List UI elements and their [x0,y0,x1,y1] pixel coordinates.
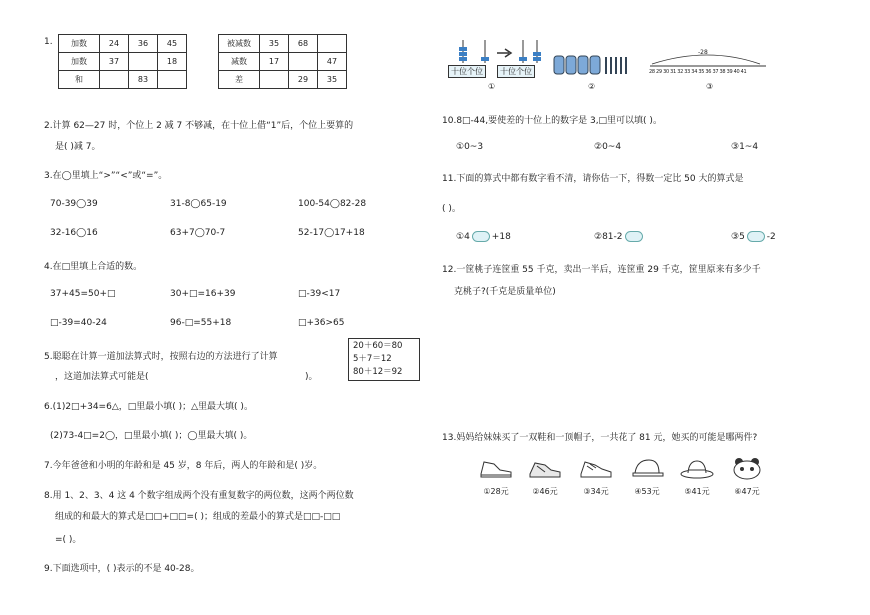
q4-item: □-39<17 [298,289,341,299]
q4-item: □-39=40-24 [50,318,107,328]
q8-line1: 8.用 1、2、3、4 这 4 个数字组成两个没有重复数字的两位数，这两个两位数 [44,491,354,501]
q10-text: 10.8□-44,要使差的十位上的数字是 3,□里可以填( )。 [442,116,662,126]
cloud-icon [747,231,765,242]
q10-option: ②0~4 [594,142,622,152]
q4-item: 37+45=50+□ [50,289,116,299]
q11-option: ②81-2 [594,231,645,242]
q6-line2: (2)73-4□=2◯，□里最小填( )；◯里最大填( )。 [50,431,253,441]
number-line-mark: -28 [698,49,708,56]
q5-method-box: 20＋60＝80 5＋7＝12 80＋12＝92 [348,338,420,381]
q4-title: 4.在□里填上合适的数。 [44,262,143,272]
q3-item: 32-16◯16 [50,228,98,238]
q3-item: 63+7◯70-7 [170,228,226,238]
cap-icon [629,456,665,480]
cloud-icon [625,231,643,242]
q4-item: 96-□=55+18 [170,318,232,328]
q8-line3: =( )。 [55,535,82,545]
q3-item: 52-17◯17+18 [298,228,365,238]
panda-hat-icon [729,456,765,480]
q11-line1: 11.下面的算式中都有数字看不清，请你估一下，得数一定比 50 大的算式是 [442,174,744,184]
q1-number: 1. [44,37,53,47]
q2-line1: 2.计算 62—27 时，个位上 2 减 7 不够减，在十位上借“1”后，个位上要算的 [44,121,354,131]
q3-item: 100-54◯82-28 [298,199,367,209]
addition-table: 加数 24 36 45 加数 37 18 和 83 [58,34,187,89]
q10-option: ①0~3 [456,142,484,152]
q13-text: 13.妈妈给妹妹买了一双鞋和一顶帽子，一共花了 81 元，她买的可能是哪两件? [442,433,758,443]
q11-option: ③5 -2 [731,232,776,242]
subtraction-table: 被减数 35 68 减数 17 47 差 29 35 [218,34,347,89]
shoe-icon [527,456,563,480]
q5-line1: 5.聪聪在计算一道加法算式时，按照右边的方法进行了计算 [44,352,278,362]
goods-item-5: ⑤41元 [677,456,717,497]
q11-option: ①4 +18 [456,232,511,242]
q5-line2: ，这道加法算式可能是( [55,372,149,382]
q2-line2: 是( )减 7。 [55,142,101,152]
shoe-icon [478,456,514,480]
hat-icon [679,456,715,480]
goods-item-4: ④53元 [627,456,667,497]
sticks-figure [552,52,634,76]
option-label: ③ [706,82,714,91]
goods-item-2: ②46元 [525,456,565,497]
goods-item-6: ⑥47元 [727,456,767,497]
option-label: ② [588,82,596,91]
q6-line1: 6.(1)2□+34=6△，□里最小填( )；△里最大填( )。 [44,402,253,412]
q12-line1: 12.一筐桃子连筐重 55 千克，卖出一半后，连筐重 29 千克，筐里原来有多少千 [442,265,761,275]
q8-line2: 组成的和最大的算式是□□+□□=( )；组成的差最小的算式是□□-□□ [55,512,341,522]
q3-item: 31-8◯65-19 [170,199,227,209]
q4-item: □+36>65 [298,318,345,328]
number-line-ticks: 28 29 30 31 32 33 34 35 36 37 38 39 40 41 [649,69,747,75]
goods-item-3: ③34元 [576,456,616,497]
q7-text: 7.今年爸爸和小明的年龄和是 45 岁，8 年后，两人的年龄和是( )岁。 [44,461,323,471]
cloud-icon [472,231,490,242]
goods-item-1: ①28元 [476,456,516,497]
q10-option: ③1~4 [731,142,759,152]
q4-item: 30+□=16+39 [170,289,236,299]
q12-line2: 克桃子?(千克是质量单位) [454,287,556,297]
q9-text: 9.下面选项中，( )表示的不是 40-28。 [44,564,200,574]
q5-line2-end: )。 [305,372,318,382]
q3-title: 3.在◯里填上“>”“<”或“=”。 [44,171,168,181]
q3-item: 70-39◯39 [50,199,98,209]
shoe-icon [578,456,614,480]
q11-line2: ( )。 [442,204,461,214]
option-label: ① [488,82,496,91]
